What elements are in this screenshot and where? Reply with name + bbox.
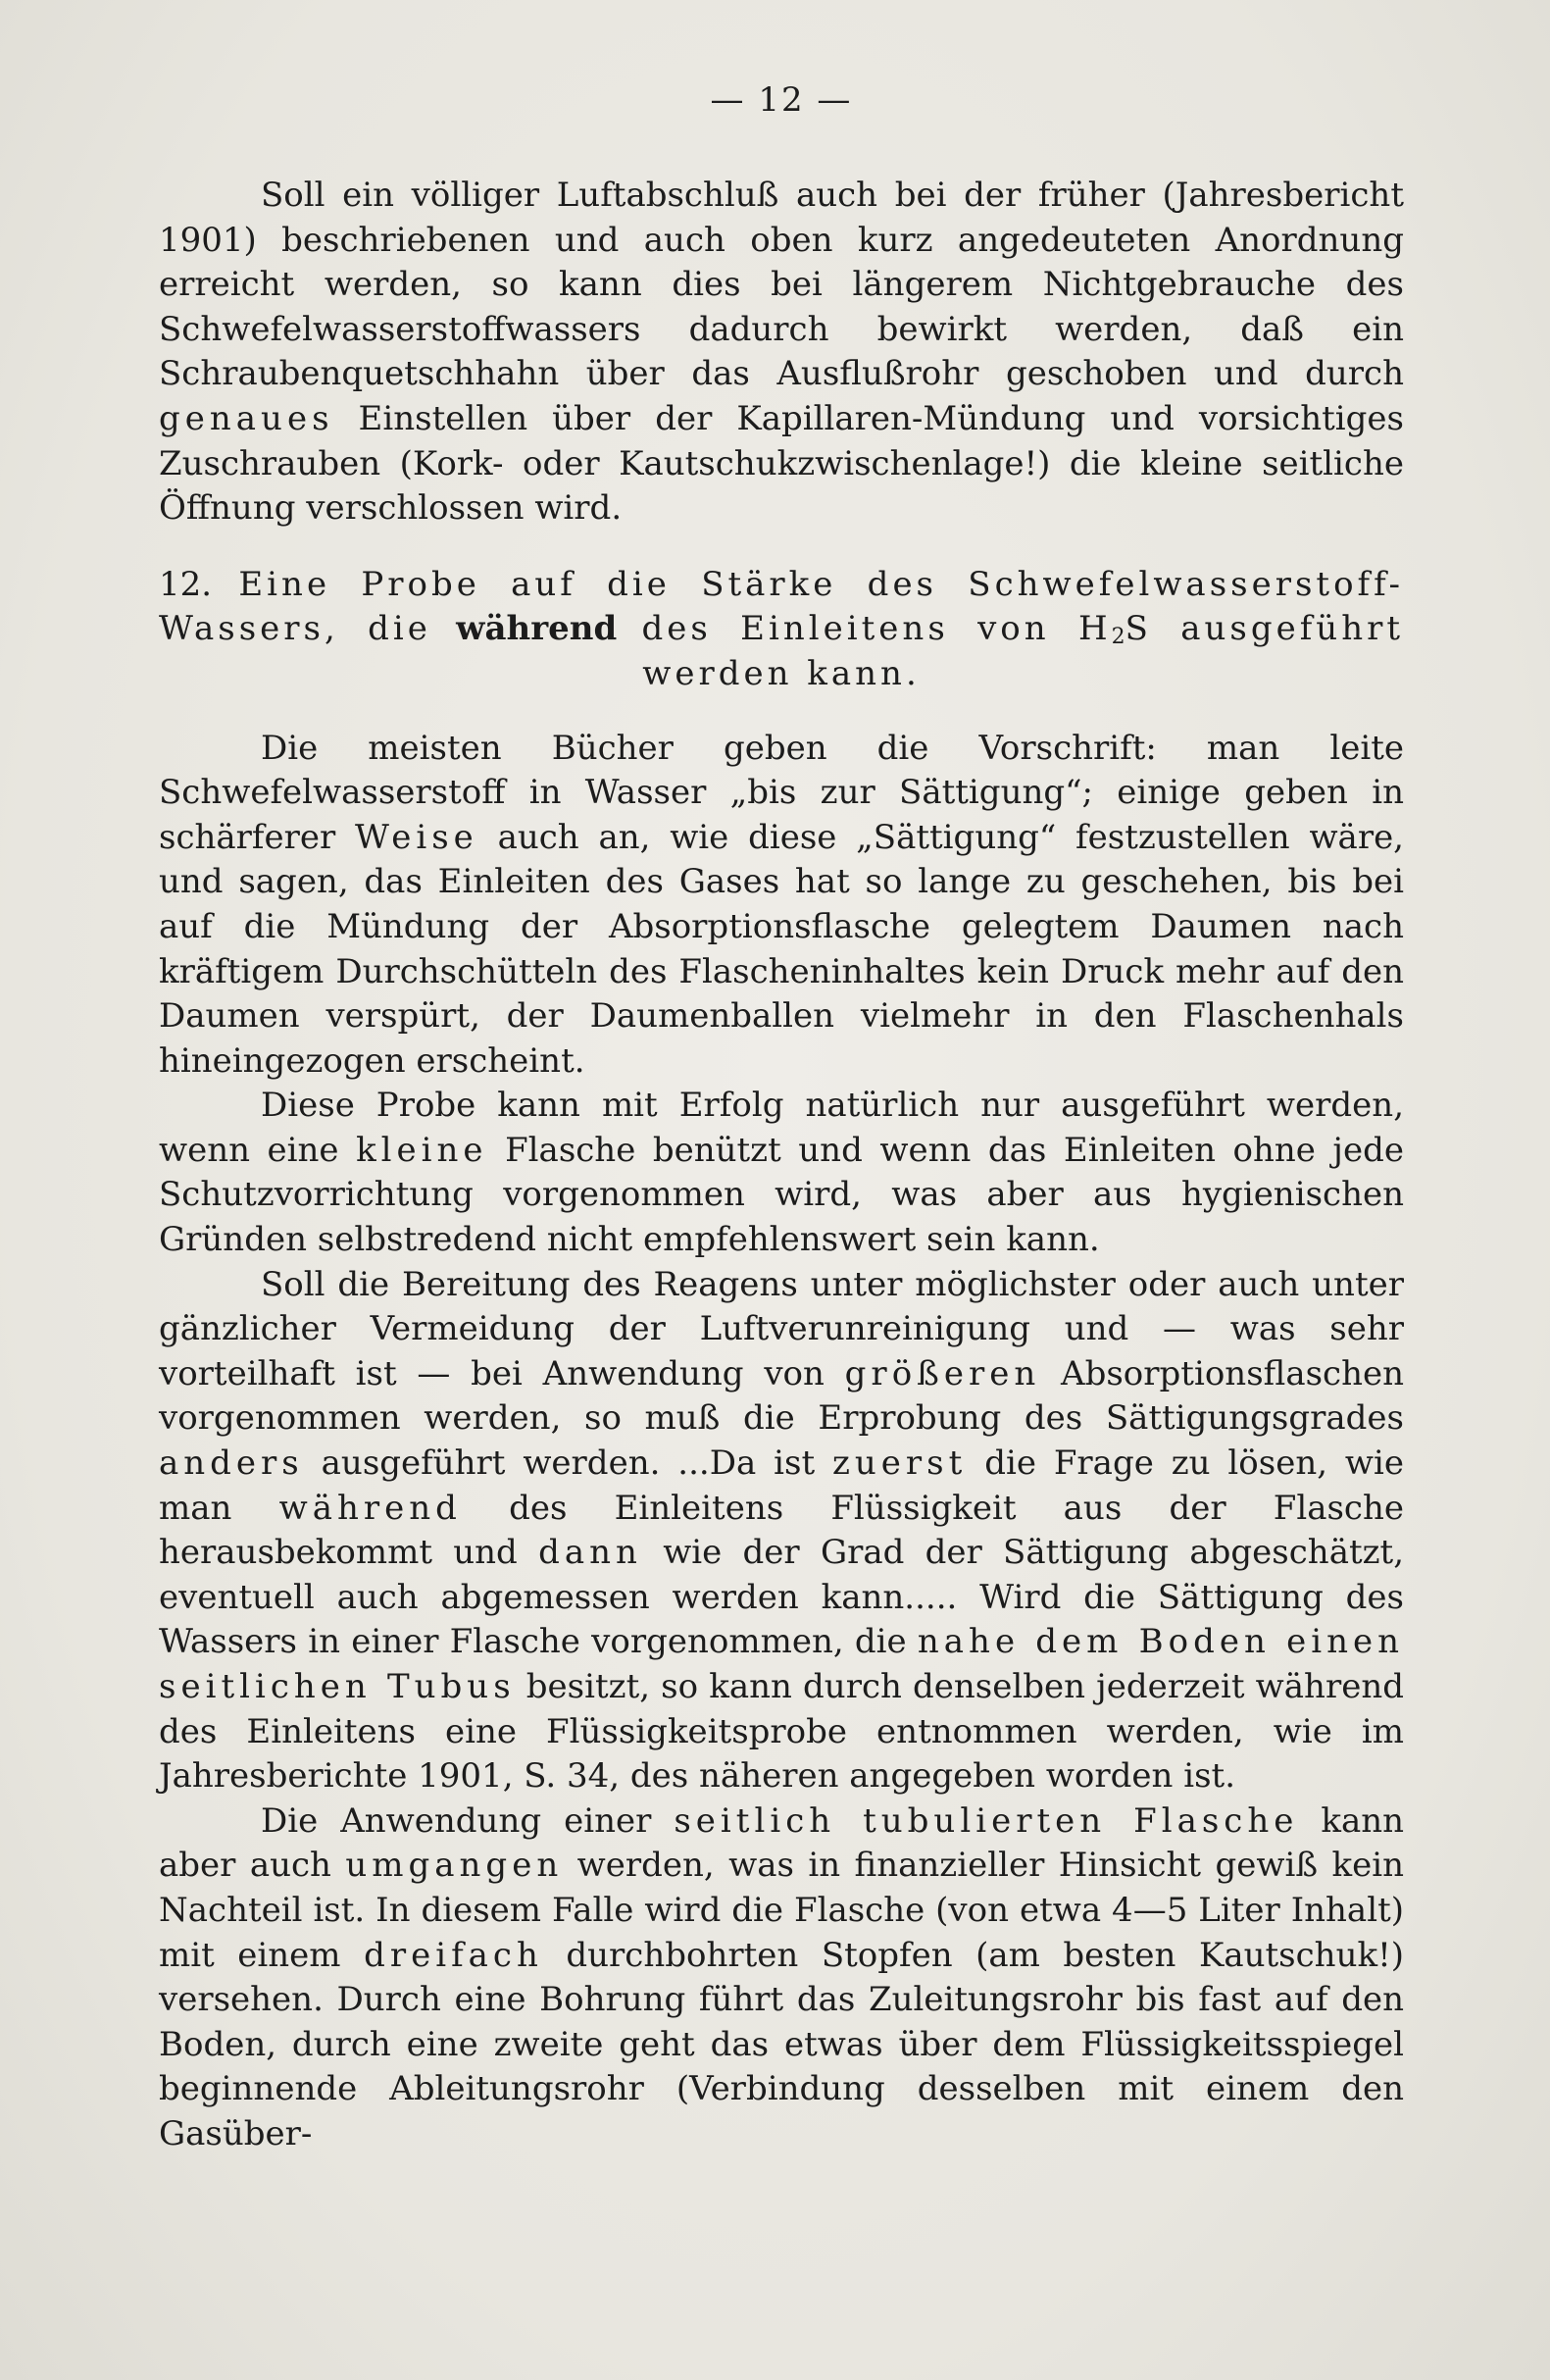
section-heading-12 bbox=[159, 563, 1404, 697]
emphasis-kleine: kleine bbox=[356, 1130, 488, 1170]
paragraph-text: werden, was in finanzieller Hinsicht gewiß kein Nachteil ist. In diesem Falle wird die Flasche (von etwa 4—5 Liter Inhalt) mit einem bbox=[159, 1846, 1404, 1975]
heading-text: des Einleitens von H bbox=[641, 609, 1112, 649]
paragraph-text: Soll die Bereitung des Reagens unter möglichster oder auch unter gänzlicher Vermeidung der Luftverunreinigung und — was sehr vorteilhaft ist — bei Anwendung von bbox=[159, 1264, 1404, 1393]
page-number-header: — 12 — bbox=[710, 80, 853, 120]
emphasis-umgangen: umgangen bbox=[345, 1846, 564, 1886]
paragraph-text: durchbohrten Stopfen (am besten Kautschuk!) versehen. Durch eine Bohrung führt das Zuleitungsrohr bis fast auf den Boden, durch eine zweite geht das etwas über dem Flüssigkeitsspiegel beginnende Ableitungsrohr (Verbindung desselben mit einem den Gasüber- bbox=[159, 1935, 1404, 2153]
heading-text: S ausgeführt werden kann. bbox=[642, 609, 1405, 693]
emphasis-waehrend: während bbox=[278, 1488, 462, 1528]
paragraph-text: Soll ein völliger Luftabschluß auch bei der früher (Jahresbericht 1901) beschriebenen und auch oben kurz angedeuteten Anordnung erreicht werden, so kann dies bei längerem Nichtgebrauche des Schwefelwasserstoffwassers dadurch bewirkt werden, daß ein Schraubenquetschhahn über das Ausflußrohr geschoben und durch bbox=[159, 176, 1404, 394]
paragraph-text: ausgeführt werden. ...Da ist bbox=[321, 1443, 816, 1484]
paragraph-this-test bbox=[159, 1084, 1404, 1262]
emphasis-weise: Weise bbox=[355, 817, 478, 857]
page-content bbox=[159, 78, 1404, 2157]
emphasis-dreifach: dreifach bbox=[364, 1935, 543, 1975]
paragraph-books-rule bbox=[159, 727, 1404, 1085]
paragraph-text: Diese Probe kann mit Erfolg natürlich nur ausgeführt werden, wenn eine bbox=[159, 1086, 1404, 1170]
heading-bold-word: während bbox=[456, 609, 618, 649]
emphasis-genaues: genaues bbox=[159, 398, 334, 438]
paragraph-air-seal bbox=[159, 174, 1404, 532]
emphasis-seitlichen-tubus: nahe dem Boden einen seitlichen Tubus bbox=[159, 1622, 1405, 1706]
paragraph-text: wie der Grad der Sättigung abgeschätzt, eventuell auch abgemessen werden kann..... Wird die Sättigung des Wassers in einer Flasche vorgenommen, die bbox=[159, 1533, 1405, 1662]
emphasis-dann: dann bbox=[538, 1533, 642, 1573]
paragraph-text: Absorptionsflaschen vorgenommen werden, so muß die Erprobung des Sättigungsgrades bbox=[159, 1353, 1404, 1439]
paragraph-text: Die meisten Bücher geben die Vorschrift: man leite Schwefelwasserstoff in Wasser „bis zur Sättigung“; einige geben in schärferer bbox=[159, 728, 1404, 857]
section-number: 12. bbox=[159, 564, 213, 604]
paragraph-text: Einstellen über der Kapillaren-Mündung und vorsichtiges Zuschrauben (Kork- oder Kautschukzwischenlage!) die kleine seitliche Öffnung verschlossen wird. bbox=[159, 398, 1404, 529]
emphasis-anders: anders bbox=[159, 1443, 304, 1484]
paragraph-text: die Frage zu lösen, wie man bbox=[159, 1443, 1404, 1528]
heading-text: Eine Probe auf die Stärke des Schwefelwasserstoff-Wassers, die bbox=[159, 564, 1404, 649]
paragraph-text: Die Anwendung einer bbox=[261, 1800, 652, 1841]
paragraph-text: auch an, wie diese „Sättigung“ festzustellen wäre, und sagen, das Einleiten des Gases hat so lange zu geschehen, bis bei auf die Mündung der Absorptionsflasche gelegtem Daumen nach kräftigem Durchschütteln des Flascheninhaltes kein Druck mehr auf den Daumen verspürt, der Daumenballen vielmehr in den Flaschenhals hineingezogen erscheint. bbox=[159, 817, 1404, 1081]
paragraph-text: des Einleitens Flüssigkeit aus der Flasche herausbekommt und bbox=[159, 1488, 1404, 1573]
paragraph-application bbox=[159, 1799, 1404, 2157]
emphasis-groesseren: größeren bbox=[844, 1353, 1041, 1393]
paragraph-preparation bbox=[159, 1263, 1404, 1799]
subscript-2: 2 bbox=[1111, 625, 1125, 650]
emphasis-seitlich-tubulierten: seitlich tubulierten Flasche bbox=[674, 1800, 1299, 1841]
paragraph-text: Flasche benützt und wenn das Einleiten ohne jede Schutzvorrichtung vorgenommen wird, was aber aus hygienischen Gründen selbstredend nicht empfehlenswert sein kann. bbox=[159, 1130, 1404, 1260]
emphasis-zuerst: zuerst bbox=[832, 1443, 968, 1484]
paragraph-text: besitzt, so kann durch denselben jederzeit während des Einleitens eine Flüssigkeitsprobe entnommen werden, wie im Jahresberichte 1901, S. 34, des näheren angegeben worden ist. bbox=[159, 1667, 1404, 1797]
paragraph-text: kann aber auch bbox=[159, 1800, 1405, 1886]
